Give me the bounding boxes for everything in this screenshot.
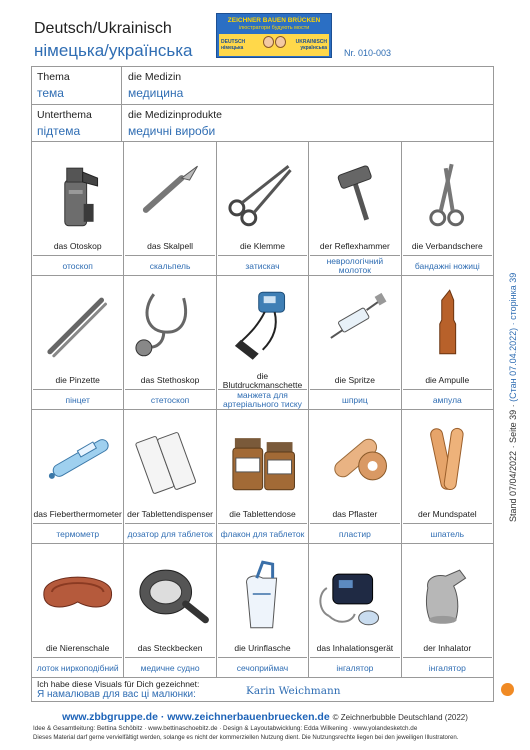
subtheme-value-de: die Medizinprodukte bbox=[128, 109, 222, 121]
theme-label-cell bbox=[32, 67, 122, 104]
item-uk: затискач bbox=[218, 255, 307, 276]
item-uk: флакон для таблеток bbox=[218, 523, 307, 544]
vocab-card bbox=[32, 544, 124, 678]
subtheme-label-cell bbox=[32, 105, 122, 141]
logo-left-de: DEUTSCH bbox=[221, 39, 246, 45]
item-uk: ампула bbox=[403, 389, 492, 410]
vocab-card bbox=[217, 276, 309, 410]
thermometer-icon bbox=[32, 414, 123, 502]
orange-dot-icon bbox=[501, 683, 514, 696]
ampoule-icon bbox=[402, 280, 493, 368]
subtheme-label-de: Unterthema bbox=[37, 109, 92, 121]
item-de: der Inhalator bbox=[423, 643, 472, 653]
item-de: die Pinzette bbox=[55, 375, 100, 385]
blood-pressure-cuff-icon bbox=[217, 280, 308, 368]
website-links bbox=[0, 711, 530, 723]
theme-value-de: die Medizin bbox=[128, 71, 182, 83]
otoscope-icon bbox=[32, 146, 123, 234]
item-uk: інгалятор bbox=[310, 657, 399, 678]
title-ukrainian: німецька/українська bbox=[34, 41, 193, 60]
bedpan-icon bbox=[124, 548, 215, 636]
item-uk: сечоприймач bbox=[218, 657, 307, 678]
vocab-card bbox=[402, 276, 494, 410]
website-urls[interactable]: www.zbbgruppe.de · www.zeichnerbauenbruecken.de bbox=[62, 711, 330, 723]
item-de: das Steckbecken bbox=[137, 643, 203, 653]
item-de: das Inhalationsgerät bbox=[316, 643, 394, 653]
item-uk: манжета для артеріального тиску bbox=[218, 389, 307, 410]
vocab-card bbox=[217, 410, 309, 544]
zeichner-bauen-bruecken-logo bbox=[216, 13, 332, 58]
logo-right-text bbox=[296, 39, 327, 51]
copyright: © Zeichnerbubble Deutschland (2022) bbox=[332, 713, 468, 722]
stand-de: Stand 07/04/2022 · Seite 39 · bbox=[508, 404, 518, 522]
tweezers-icon bbox=[32, 280, 123, 368]
theme-value-uk: медицина bbox=[128, 86, 184, 100]
pill-bottle-icon bbox=[217, 414, 308, 502]
vocab-card bbox=[124, 276, 216, 410]
stand-uk: (Стан 07.04.2022) · сторінка 39 bbox=[508, 272, 518, 402]
logo-line-2: ілюстратори будують мости bbox=[238, 25, 310, 31]
vocab-card bbox=[402, 142, 494, 276]
artist-box bbox=[31, 678, 494, 702]
urinal-icon bbox=[217, 548, 308, 636]
item-uk: лоток ниркоподібний bbox=[33, 657, 122, 678]
item-de: der Mundspatel bbox=[418, 509, 477, 519]
item-uk: пінцет bbox=[33, 389, 122, 410]
item-de: die Blutdruckmanschette bbox=[222, 370, 303, 390]
item-uk: неврологічний молоток bbox=[310, 255, 399, 276]
item-uk: пластир bbox=[310, 523, 399, 544]
subtheme-value-cell bbox=[122, 105, 493, 141]
vocab-card bbox=[32, 142, 124, 276]
pill-dispenser-icon bbox=[124, 414, 215, 502]
item-de: die Tablettendose bbox=[229, 509, 296, 519]
logo-left-uk: німецька bbox=[221, 45, 244, 51]
vocab-card bbox=[124, 410, 216, 544]
syringe-icon bbox=[309, 280, 400, 368]
vocab-card bbox=[309, 142, 401, 276]
credits-line-2: Dieses Material darf gerne vervielfältigt werden, solange es nicht der kommerziellen Nutzung dient. Die Nutzungsrechte liegen bei den jeweiligen Illustratoren. bbox=[33, 734, 459, 741]
kidney-dish-icon bbox=[32, 548, 123, 636]
reflex-hammer-icon bbox=[309, 146, 400, 234]
item-de: das Stethoskop bbox=[140, 375, 200, 385]
vocab-card bbox=[309, 410, 401, 544]
theme-row bbox=[32, 67, 493, 104]
item-de: der Tablettendispenser bbox=[127, 509, 214, 519]
artist-label-uk: Я намалював для вас ці малюнки: bbox=[37, 689, 196, 700]
vocab-card bbox=[309, 544, 401, 678]
item-de: die Urinflasche bbox=[234, 643, 291, 653]
bandage-scissors-icon bbox=[402, 146, 493, 234]
vocab-card bbox=[124, 142, 216, 276]
item-de: die Ampulle bbox=[425, 375, 470, 385]
stethoscope-icon bbox=[124, 280, 215, 368]
item-uk: скальпель bbox=[125, 255, 214, 276]
theme-label-de: Thema bbox=[37, 71, 70, 83]
item-de: die Klemme bbox=[240, 241, 285, 251]
theme-table bbox=[31, 66, 494, 142]
vocab-card bbox=[32, 410, 124, 544]
credits-line-1: Idee & Gesamtleitung: Bettina Schöbitz · www.bettinaschoebitz.de · Design & Layoutabwicklung: Edda Wilkening · www.yolandesketch.de bbox=[33, 725, 418, 732]
item-uk: шприц bbox=[310, 389, 399, 410]
children-illustration-icon bbox=[263, 36, 287, 54]
plaster-icon bbox=[309, 414, 400, 502]
title-german: Deutsch/Ukrainisch bbox=[34, 20, 172, 37]
logo-right-de: UKRAINISCH bbox=[295, 39, 327, 45]
artist-name: Karin Weichmann bbox=[246, 685, 341, 697]
side-rotated bbox=[508, 273, 518, 522]
nebulizer-icon bbox=[309, 548, 400, 636]
item-uk: інгалятор bbox=[403, 657, 492, 678]
item-de: die Spritze bbox=[334, 375, 375, 385]
vocab-card bbox=[309, 276, 401, 410]
vocab-card bbox=[217, 142, 309, 276]
logo-right-uk: українська bbox=[300, 45, 327, 51]
item-uk: термометр bbox=[33, 523, 122, 544]
tongue-depressor-icon bbox=[402, 414, 493, 502]
item-uk: дозатор для таблеток bbox=[125, 523, 214, 544]
logo-left-text bbox=[221, 39, 245, 51]
item-de: der Reflexhammer bbox=[319, 241, 390, 251]
item-de: das Fieberthermometer bbox=[33, 509, 122, 519]
subtheme-label-uk: підтема bbox=[37, 124, 81, 138]
vocabulary-grid bbox=[31, 141, 494, 678]
item-de: die Nierenschale bbox=[46, 643, 110, 653]
item-de: die Verbandschere bbox=[411, 241, 483, 251]
item-uk: медичне судно bbox=[125, 657, 214, 678]
theme-label-uk: тема bbox=[37, 86, 64, 100]
theme-value-cell bbox=[122, 67, 493, 104]
artist-label-de: Ich habe diese Visuals für Dich gezeichnet: bbox=[37, 679, 200, 689]
item-de: das Otoskop bbox=[53, 241, 102, 251]
vocab-card bbox=[402, 544, 494, 678]
item-uk: отоскоп bbox=[33, 255, 122, 276]
subtheme-row bbox=[32, 104, 493, 141]
item-de: das Skalpell bbox=[147, 241, 194, 251]
item-de: das Pflaster bbox=[332, 509, 378, 519]
vocab-card bbox=[32, 276, 124, 410]
vocab-card bbox=[124, 544, 216, 678]
item-uk: стетоскоп bbox=[125, 389, 214, 410]
sheet-number: Nr. 010-003 bbox=[344, 48, 392, 58]
vocab-card bbox=[217, 544, 309, 678]
clamp-icon bbox=[217, 146, 308, 234]
vocab-card bbox=[402, 410, 494, 544]
subtheme-value-uk: медичні вироби bbox=[128, 124, 216, 138]
item-uk: бандажні ножиці bbox=[403, 255, 492, 276]
item-uk: шпатель bbox=[403, 523, 492, 544]
scalpel-icon bbox=[124, 146, 215, 234]
logo-line-1: ZEICHNER BAUEN BRÜCKEN bbox=[227, 17, 321, 24]
inhaler-icon bbox=[402, 548, 493, 636]
